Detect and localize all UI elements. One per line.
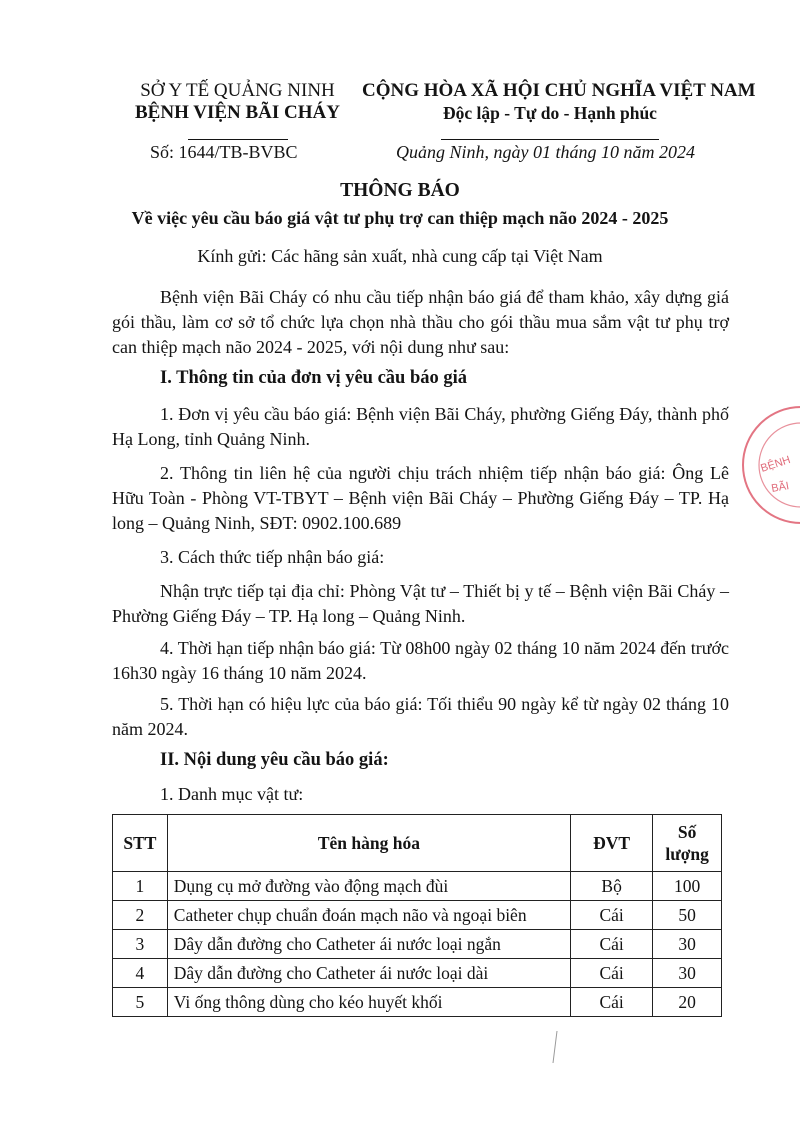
svg-text:BÃI: BÃI	[770, 480, 790, 495]
cell-stt: 5	[113, 988, 168, 1017]
header-qty: Số lượng	[653, 815, 722, 872]
cell-qty: 20	[653, 988, 722, 1017]
cell-name: Vi ống thông dùng cho kéo huyết khối	[167, 988, 570, 1017]
table-row	[113, 901, 722, 930]
hospital-name: BỆNH VIỆN BÃI CHÁY	[135, 102, 340, 123]
section-1-item-4: 4. Thời hạn tiếp nhận báo giá: Từ 08h00 ngày 02 tháng 10 năm 2024 đến trước 16h30 ngày 16 tháng 10 năm 2024.	[112, 638, 729, 683]
intro-paragraph: Bệnh viện Bãi Cháy có nhu cầu tiếp nhận báo giá để tham khảo, xây dựng giá gói thầu, làm cơ sở tổ chức lựa chọn nhà thầu cho gói thầu mua sắm vật tư phụ trợ can thiệp mạch não 2024 - 2025, với nội dung như sau:	[112, 287, 729, 357]
table-row	[113, 959, 722, 988]
cell-qty: 30	[653, 959, 722, 988]
issuer-header	[105, 80, 370, 146]
cell-name: Catheter chụp chuẩn đoán mạch não và ngoại biên	[167, 901, 570, 930]
section-1-item-3-detail: Nhận trực tiếp tại địa chỉ: Phòng Vật tư – Thiết bị y tế – Bệnh viện Bãi Cháy – Phường Giếng Đáy – TP. Hạ long – Quảng Ninh.	[112, 581, 729, 626]
country-motto: Độc lập - Tự do - Hạnh phúc	[443, 103, 657, 123]
cell-name: Dụng cụ mở đường vào động mạch đùi	[167, 872, 570, 901]
cell-unit: Cái	[571, 988, 653, 1017]
header-stt: STT	[113, 815, 168, 872]
table-header-row	[113, 815, 722, 872]
section-2-list-item: 1. Danh mục vật tư:	[160, 784, 304, 804]
section-1-item-1: 1. Đơn vị yêu cầu báo giá: Bệnh viện Bãi Cháy, phường Giếng Đáy, thành phố Hạ Long, tỉnh Quảng Ninh.	[112, 404, 729, 449]
cell-name: Dây dẫn đường cho Catheter ái nước loại ngắn	[167, 930, 570, 959]
header-name: Tên hàng hóa	[167, 815, 570, 872]
svg-text:BỆNH: BỆNH	[759, 453, 792, 475]
document-subtitle: Về việc yêu cầu báo giá vật tư phụ trợ can thiệp mạch não 2024 - 2025	[131, 208, 669, 228]
cell-qty: 100	[653, 872, 722, 901]
table-row	[113, 988, 722, 1017]
cell-qty: 30	[653, 930, 722, 959]
cell-unit: Cái	[571, 930, 653, 959]
country-name: CỘNG HÒA XÃ HỘI CHỦ NGHĨA VIỆT NAM	[362, 80, 756, 101]
ministry-name: SỞ Y TẾ QUẢNG NINH	[140, 80, 335, 101]
document-date: Quảng Ninh, ngày 01 tháng 10 năm 2024	[396, 142, 695, 162]
recipient-line: Kính gửi: Các hãng sản xuất, nhà cung cấp tại Việt Nam	[197, 246, 603, 266]
cell-unit: Cái	[571, 901, 653, 930]
motto-underline	[441, 139, 659, 140]
cell-stt: 2	[113, 901, 168, 930]
document-number: Số: 1644/TB-BVBC	[150, 142, 298, 162]
cell-stt: 4	[113, 959, 168, 988]
cell-unit: Bộ	[571, 872, 653, 901]
table-row	[113, 930, 722, 959]
section-1-heading: I. Thông tin của đơn vị yêu cầu báo giá	[160, 368, 468, 388]
supplies-table	[112, 814, 722, 1017]
header-unit: ĐVT	[571, 815, 653, 872]
section-1-item-3: 3. Cách thức tiếp nhận báo giá:	[160, 547, 385, 567]
pen-mark	[551, 1030, 559, 1064]
hospital-seal-stamp	[736, 400, 800, 530]
section-2-heading: II. Nội dung yêu cầu báo giá:	[160, 750, 389, 770]
national-header	[362, 80, 756, 146]
cell-unit: Cái	[571, 959, 653, 988]
cell-qty: 50	[653, 901, 722, 930]
document-title: THÔNG BÁO	[340, 180, 460, 201]
section-1-item-2: 2. Thông tin liên hệ của người chịu trách nhiệm tiếp nhận báo giá: Ông Lê Hữu Toàn - Phòng VT-TBYT – Bệnh viện Bãi Cháy – Phường Giếng Đáy – TP. Hạ long – Quảng Ninh, SĐT: 0902.100.689	[112, 463, 729, 533]
cell-stt: 3	[113, 930, 168, 959]
table-row	[113, 872, 722, 901]
cell-name: Dây dẫn đường cho Catheter ái nước loại dài	[167, 959, 570, 988]
section-1-item-5: 5. Thời hạn có hiệu lực của báo giá: Tối thiểu 90 ngày kể từ ngày 02 tháng 10 năm 2024.	[112, 694, 729, 739]
cell-stt: 1	[113, 872, 168, 901]
header-underline	[188, 139, 288, 140]
